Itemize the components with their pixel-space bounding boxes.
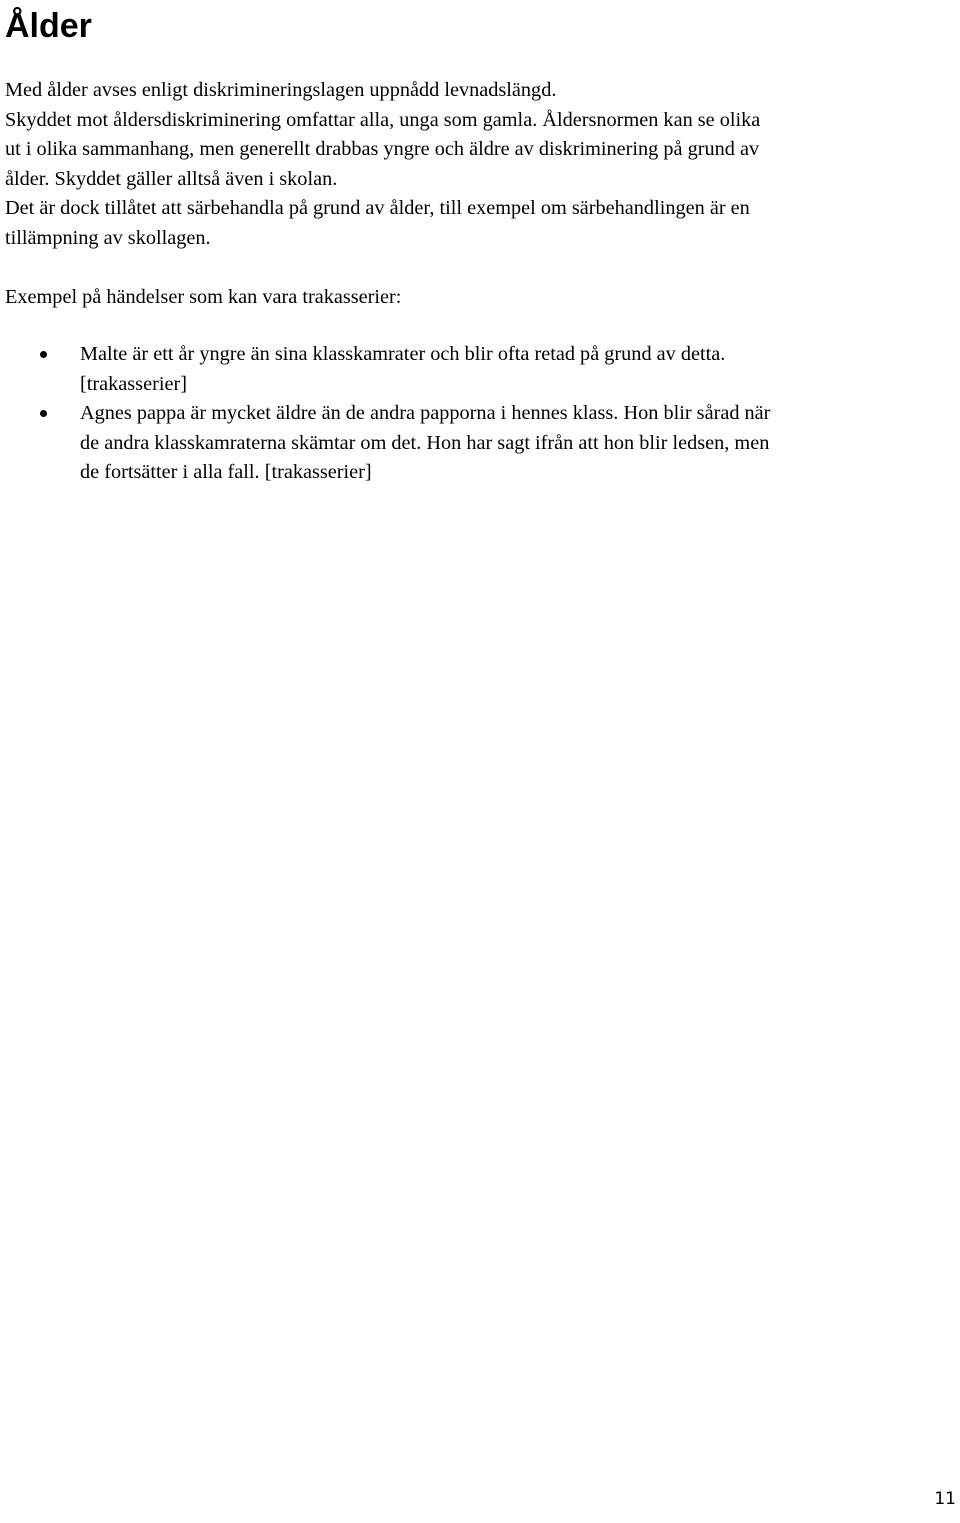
list-item-line: Agnes pappa är mycket äldre än de andra papporna i hennes klass. Hon blir sårad när <box>80 402 771 424</box>
intro-line: ut i olika sammanhang, men generellt drabbas yngre och äldre av diskriminering på grund av <box>5 138 760 160</box>
intro-paragraph <box>5 76 955 253</box>
intro-line: Med ålder avses enligt diskrimineringslagen uppnådd levnadslängd. <box>5 79 557 101</box>
examples-heading: Exempel på händelser som kan vara trakasserier: <box>5 286 402 308</box>
intro-line: Skyddet mot åldersdiskriminering omfattar alla, unga som gamla. Åldersnormen kan se olika <box>5 108 761 131</box>
page-title: Ålder <box>5 7 92 45</box>
list-item <box>0 399 960 488</box>
bullet-icon <box>40 410 47 417</box>
intro-line: ålder. Skyddet gäller alltså även i skolan. <box>5 167 338 190</box>
list-item-line: de andra klasskamraterna skämtar om det. Hon har sagt ifrån att hon blir ledsen, men <box>80 431 770 454</box>
page-number: 11 <box>934 1489 956 1509</box>
list-item-line: Malte är ett år yngre än sina klasskamrater och blir ofta retad på grund av detta. <box>80 343 726 365</box>
example-list <box>0 340 960 488</box>
intro-line: tillämpning av skollagen. <box>5 226 211 249</box>
bullet-icon <box>40 351 47 358</box>
list-item-line: [trakasserier] <box>80 372 187 395</box>
list-item <box>0 340 960 399</box>
list-item-line: de fortsätter i alla fall. [trakasserier] <box>80 461 372 483</box>
intro-line: Det är dock tillåtet att särbehandla på grund av ålder, till exempel om särbehandlingen är en <box>5 197 750 219</box>
